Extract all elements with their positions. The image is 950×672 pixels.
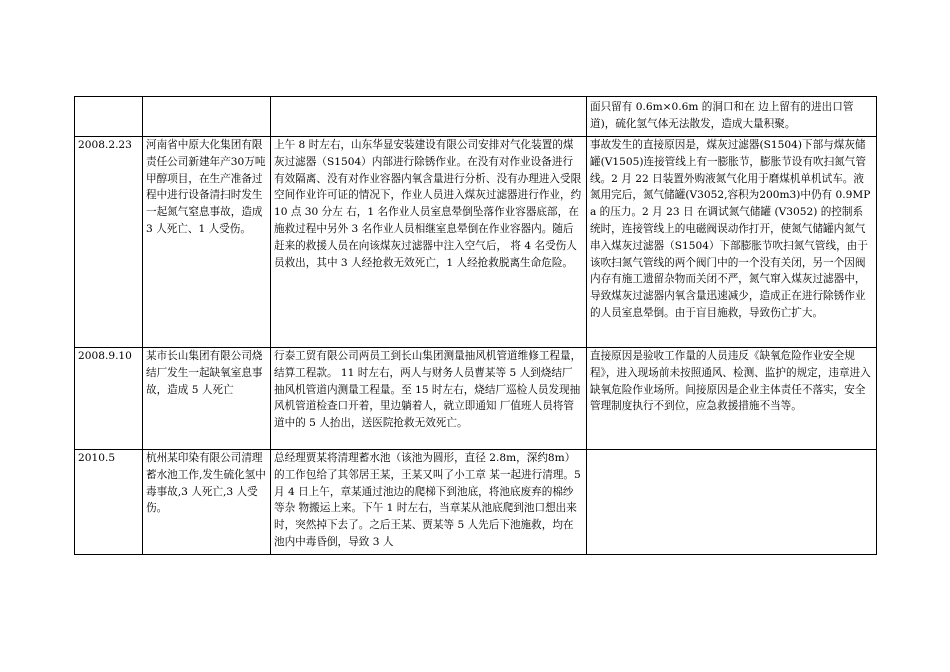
unit-cell: 某市长山集团有限公司烧结厂发生一起缺氧室息事故，造成 5 人死亡 <box>143 348 271 450</box>
table-row <box>75 348 877 450</box>
date-cell: 2008.9.10 <box>75 348 143 450</box>
unit-cell: 杭州某印染有限公司清理蓄水池工作,发生硫化氢中毒事故,3 人死亡,3 人受伤。 <box>143 450 271 555</box>
cause-cell: 直接原因是验收工作量的人员违反《缺氧危险作业安全规程》，进入现场前未按照通风、检测、监护的规定，违章进入缺氧危险作业场所。间接原因是企业主体责任不落实，安全管理制度执行不到位，应急救援措施不当等。 <box>587 348 877 450</box>
date-cell: 2010.5 <box>75 450 143 555</box>
table-row <box>75 97 877 137</box>
unit-cell <box>143 97 271 137</box>
table-row <box>75 450 877 555</box>
cause-cell <box>587 450 877 555</box>
process-cell: 行泰工贸有限公司两员工到长山集团测量抽风机管道维修工程量，结算工程款。 11 时左右，两人与财务人员曹某等 5 人到烧结厂抽风机管道内测量工程量。至 15 时左右，烧结厂巡检人员发现抽风机管道检查口开着，里边躺着人，就立即通知 厂值班人员将管道中的 5 人抬出，送医院抢救无效死亡。 <box>271 348 587 450</box>
date-cell <box>75 97 143 137</box>
process-cell: 总经理贾某将清理蓄水池（该池为圆形，直径 2.8m，深约8m）的工作包给了其邻居王某，王某又叫了小工章 某一起进行清理。5 月 4 日上午，章某通过池边的爬梯下到池底，将池底废弃的棉纱等杂 物搬运上来。下午 1 时左右，当章某从池底爬到池口想出来时，突然掉下去了。之后王某、贾某等 5 人先后下池施救，均在池内中毒昏倒，导致 3 人 <box>271 450 587 555</box>
process-cell: 上午 8 时左右，山东华显安装建设有限公司安排对气化装置的煤灰过滤器（S1504）内部进行除锈作业。在没有对作业设备进行有效隔离、没有对作业容器内氧含量进行分析、没有办理进入受限空间作业许可证的情况下，作业人员进入煤灰过滤器进行作业，约 10 点 30 分左 右，1 名作业人员室息晕倒坠落作业容器底部，在施救过程中另外 3 名作业人员相继室息晕倒在作业容器内。随后赶来的救援人员在向该煤灰过滤器中注入空气后， 将 4 名受伤人员救出，其中 3 人经抢救无效死亡，1 人经抢救脱离生命危险。 <box>271 137 587 348</box>
cause-cell: 事故发生的直接原因是，煤灰过滤器(S1504)下部与煤灰储罐(V1505)连接管线上有一膨胀节，膨胀节设有吹扫氮气管线。2 月 22 日装置外购液氮气化用于磨煤机单机试车。液氮用完后，氮气储罐(V3052,容积为200m3)中仍有 0.9MPa 的压力。2 月 23 日 在调试氮气储罐 (V3052) 的控制系统时，连接管线上的电磁阀误动作打开，使氮气储罐内氮气串入煤灰过滤器（S1504）下部膨胀节吹扫氮气管线，由于该吹扫氮气管线的两个阀门中的一个没有关闭，另一个因阀内存有施工遗留杂物而关闭不严，氮气窜入煤灰过滤器中，导致煤灰过滤器内氧含量迅速减少，造成正在进行除锈作业的人员室息晕倒。由于盲目施救，导致伤亡扩大。 <box>587 137 877 348</box>
process-cell <box>271 97 587 137</box>
cause-cell: 面只留有 0.6m×0.6m 的洞口和在 边上留有的进出口管道)，硫化氢气体无法散发，造成大量积聚。 <box>587 97 877 137</box>
unit-cell: 河南省中原大化集团有限责任公司新建年产30万吨甲醇项目，在生产准备过程中进行设备清扫时发生一起氮气窒息事故，造成 3 人死亡、1 人受伤。 <box>143 137 271 348</box>
table-row <box>75 137 877 348</box>
date-cell: 2008.2.23 <box>75 137 143 348</box>
accident-table <box>74 96 877 555</box>
